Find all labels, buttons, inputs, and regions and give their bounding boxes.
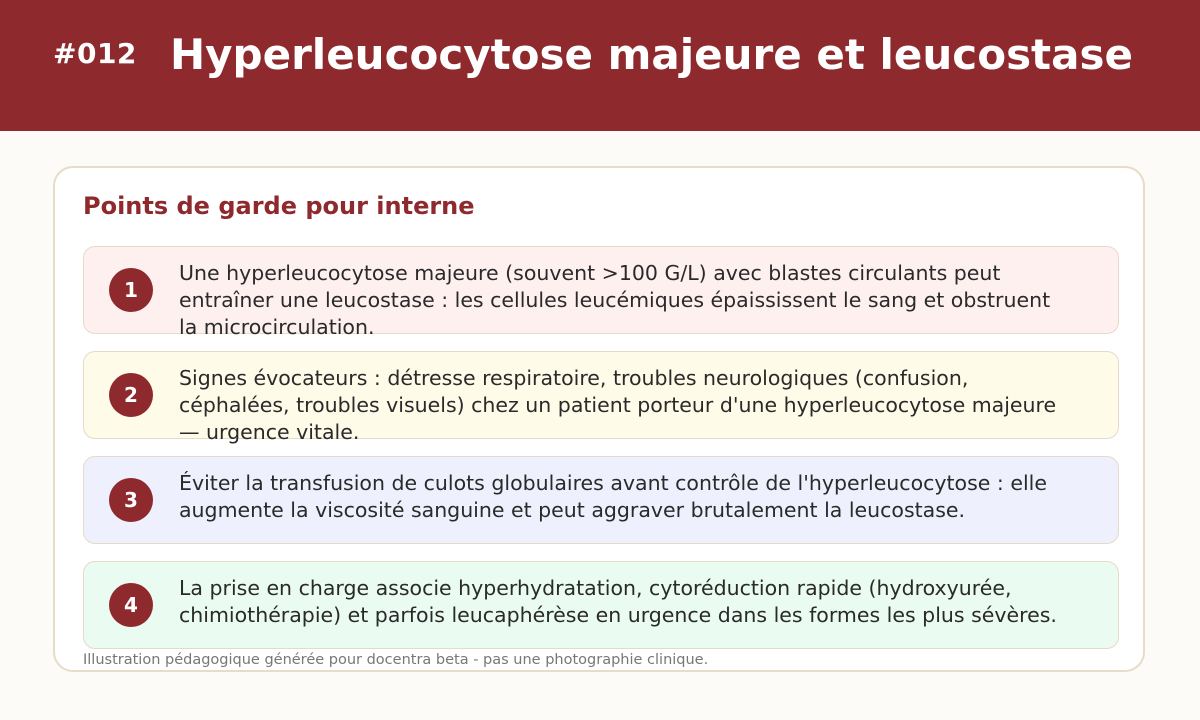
point-item-1 xyxy=(83,246,1119,339)
point-number-badge: 3 xyxy=(109,478,153,522)
disclaimer-note: Illustration pédagogique générée pour docentra beta - pas une photographie clinique. xyxy=(83,652,709,668)
points-card xyxy=(53,166,1145,672)
point-number-badge: 4 xyxy=(109,583,153,627)
card-title: Points de garde pour interne xyxy=(83,192,475,220)
point-text: Éviter la transfusion de culots globulaires avant contrôle de l'hyperleucocytose : elle augmente la viscosité sanguine et peut aggraver brutalement la leucostase. xyxy=(179,471,1047,522)
point-item-4 xyxy=(83,561,1119,649)
point-number-badge: 1 xyxy=(109,268,153,312)
point-number-badge: 2 xyxy=(109,373,153,417)
case-number: #012 xyxy=(53,37,137,70)
point-item-3 xyxy=(83,456,1119,544)
header-banner xyxy=(0,0,1200,131)
point-item-2 xyxy=(83,351,1119,444)
page-title: Hyperleucocytose majeure et leucostase xyxy=(170,30,1133,79)
point-text: Une hyperleucocytose majeure (souvent >100 G/L) avec blastes circulants peut entraîner une leucostase : les cellules leucémiques épaississent le sang et obstruent la microcirculation. xyxy=(179,261,1051,339)
point-text: Signes évocateurs : détresse respiratoire, troubles neurologiques (confusion, céphalées, troubles visuels) chez un patient porteur d'une hyperleucocytose majeure — urgence vitale. xyxy=(179,366,1057,444)
point-text: La prise en charge associe hyperhydratation, cytoréduction rapide (hydroxyurée, chimiothérapie) et parfois leucaphérèse en urgence dans les formes les plus sévères. xyxy=(179,576,1057,627)
